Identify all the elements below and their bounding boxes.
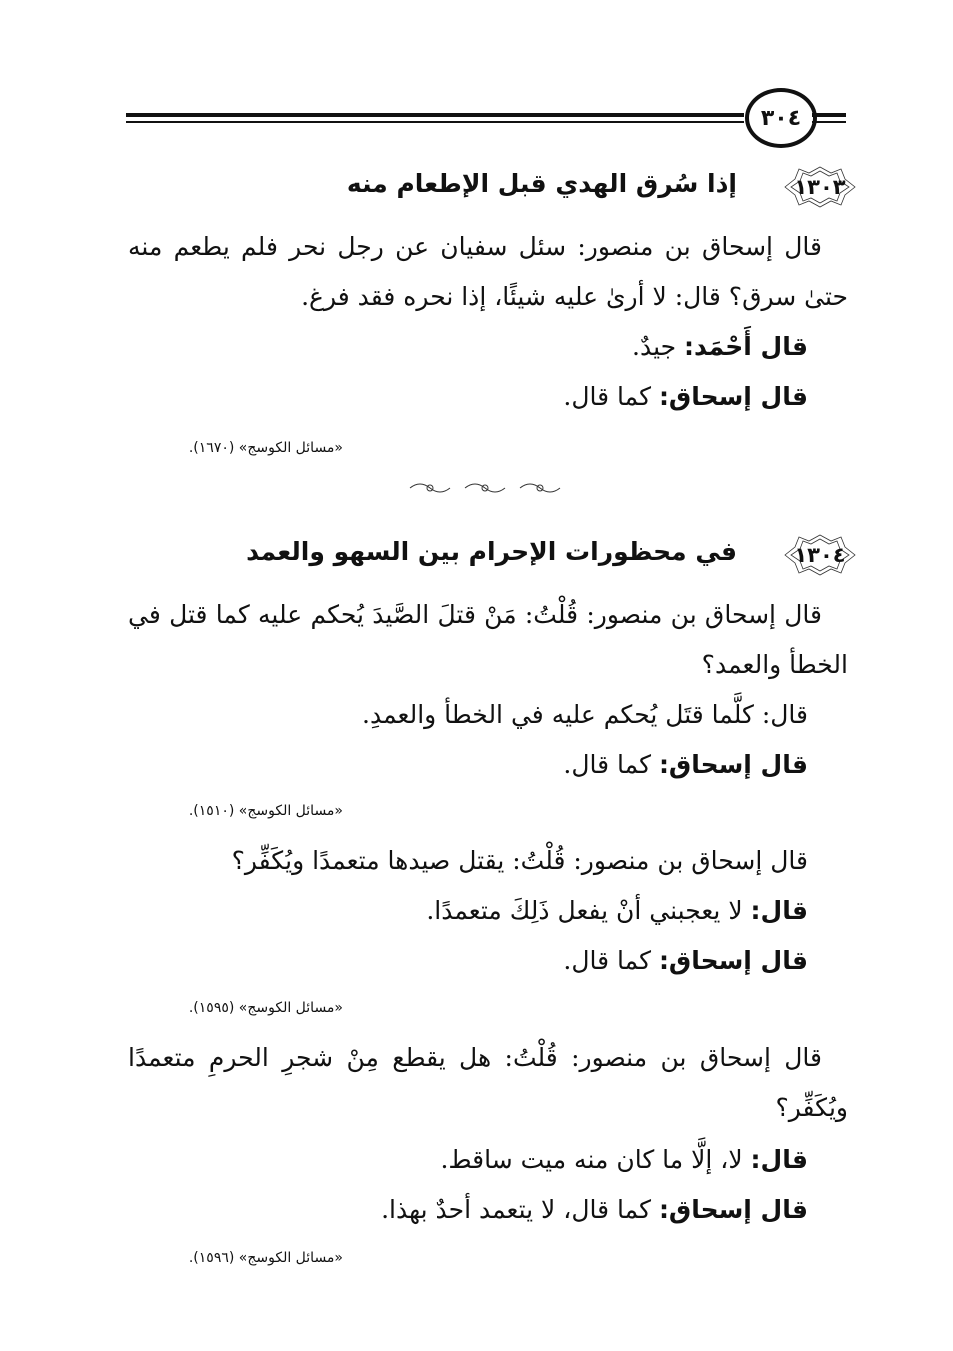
speaker-label: قال أَحْمَد:: [684, 332, 808, 361]
section-heading-1304: [117, 533, 857, 579]
answer-line-ishaq: [563, 936, 808, 986]
answer-text: لا يعجبني أنْ يفعل ذَلِكَ متعمدًا.: [426, 896, 751, 925]
answer-text: جيدٌ.: [632, 332, 685, 361]
paragraph-question: قال إسحاق بن منصور: سئل سفيان عن رجل نحر فلم يطعم منه حتىٰ سرق؟ قال: لا أرىٰ عليه شيئًا، إذا نحره فقد فرغ.: [128, 232, 848, 311]
answer-line: قال: كلَّما قتَل يُحكم عليه في الخطأ والعمدِ.: [362, 700, 808, 729]
reference-citation: «مسائل الكوسج» (١٦٧٠).: [188, 440, 343, 456]
speaker-label: قال إسحاق:: [658, 1195, 808, 1224]
answer-text: لا، إلَّا ما كان منه ميت ساقط.: [440, 1145, 751, 1174]
paragraph-question-1: قال إسحاق بن منصور: قُلْتُ: مَنْ قتلَ الصَّيدَ يُحكم عليه كما قتل في الخطأ والعمد؟: [128, 600, 848, 679]
header-rule-right-thick: [812, 113, 846, 117]
section-title: في محظورات الإحرام بين السهو والعمد: [246, 537, 737, 566]
reference-citation: «مسائل الكوسج» (١٥٩٥).: [188, 1000, 343, 1016]
speaker-label: قال:: [750, 896, 808, 925]
header-rule-thick: [126, 113, 744, 117]
paragraph-question-3: قال إسحاق بن منصور: قُلْتُ: هل يقطع مِنْ شجرِ الحرمِ متعمدًا ويُكَفِّر؟: [128, 1043, 848, 1122]
section-number: ١٣٠٣: [794, 175, 846, 199]
answer-text: كما قال.: [563, 382, 659, 411]
section-number: ١٣٠٤: [794, 543, 846, 567]
header-rule-thin: [126, 121, 744, 123]
answer-line: [440, 1135, 808, 1185]
answer-line-ishaq: [563, 740, 808, 790]
section-heading-1303: [117, 165, 857, 211]
section-number-badge: [783, 533, 857, 577]
reference-citation: «مسائل الكوسج» (١٥١٠).: [188, 803, 343, 819]
speaker-label: قال إسحاق:: [658, 750, 808, 779]
question-line-2: قال إسحاق بن منصور: قُلْتُ: يقتل صيدها متعمدًا ويُكَفِّر؟: [231, 846, 808, 875]
speaker-label: قال إسحاق:: [658, 382, 808, 411]
speaker-label: قال إسحاق:: [658, 946, 808, 975]
speaker-label: قال:: [750, 1145, 808, 1174]
answer-line-ishaq: [381, 1185, 808, 1235]
page-number: ٣٠٤: [745, 88, 817, 148]
answer-line-ishaq: [563, 372, 808, 422]
answer-text: كما قال.: [563, 750, 659, 779]
section-number-badge: [783, 165, 857, 209]
answer-text: كما قال، لا يتعمد أحدٌ بهذا.: [381, 1195, 659, 1224]
section-title: إذا سُرق الهدي قبل الإطعام منه: [346, 169, 737, 198]
answer-line-ahmad: [632, 322, 808, 372]
answer-text: كما قال.: [563, 946, 659, 975]
answer-line: [426, 886, 808, 936]
header-rule-right-thin: [812, 121, 846, 123]
separator-ornament-icon: [400, 478, 580, 498]
reference-citation: «مسائل الكوسج» (١٥٩٦).: [188, 1250, 343, 1266]
page-header: [120, 88, 852, 156]
